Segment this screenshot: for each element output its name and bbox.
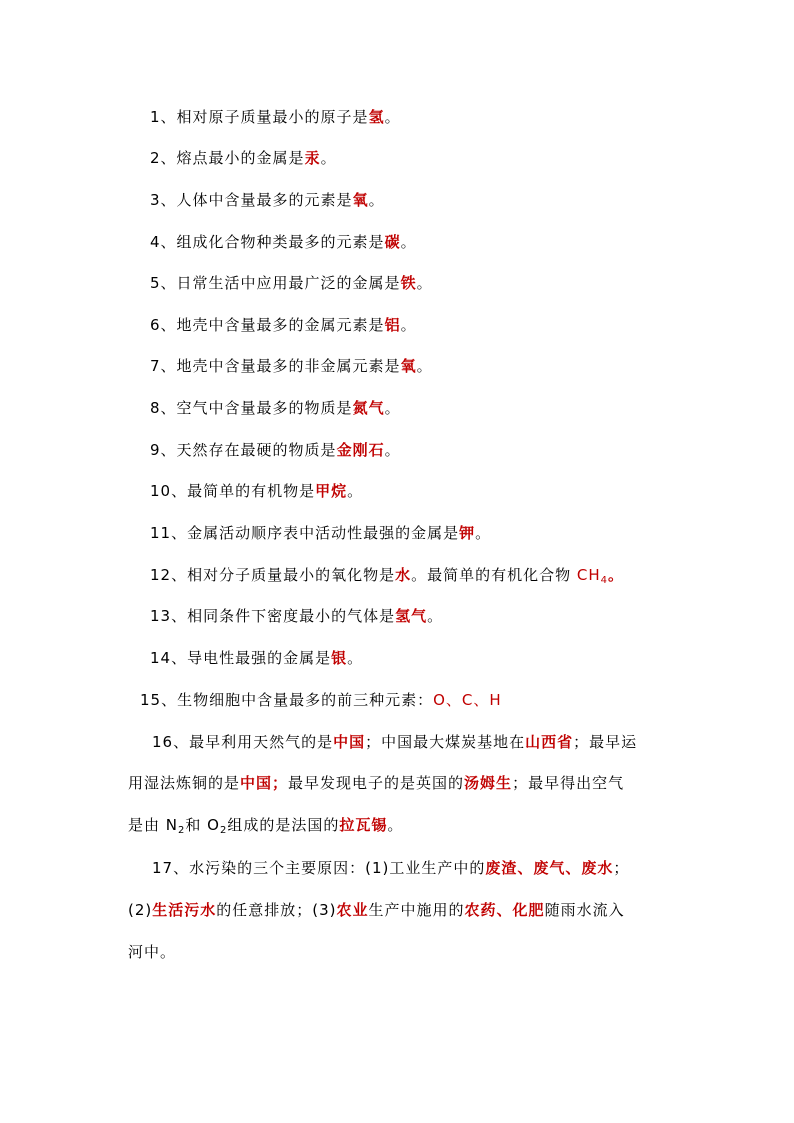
fact-line-8: 8、空气中含量最多的物质是氮气。 [150,399,401,417]
fact-line-9: 9、天然存在最硬的物质是金刚石。 [150,441,401,459]
paragraph-17-line-3: 河中。 [128,943,177,961]
fact-line-6: 6、地壳中含量最多的金属元素是铝。 [150,316,417,334]
fact-line-12: 12、相对分子质量最小的氧化物是水。最简单的有机化合物 $CH_4$。 [150,566,625,586]
paragraph-16-line-2: 用湿法炼铜的是中国；最早发现电子的是英国的汤姆生；最早得出空气 [128,774,625,792]
fact-line-13: 13、相同条件下密度最小的气体是氢气。 [150,607,444,625]
paragraph-16-line-1: 16、最早利用天然气的是中国；中国最大煤炭基地在山西省；最早运 [152,733,638,751]
paragraph-16-line-3: 是由 $N_2$和 $O_2$组成的是法国的拉瓦锡。 [128,816,404,836]
fact-line-2: 2、熔点最小的金属是汞。 [150,149,337,167]
fact-line-15: 15、生物细胞中含量最多的前三种元素：O、C、H [140,691,502,709]
fact-line-11: 11、金属活动顺序表中活动性最强的金属是钾。 [150,524,492,542]
fact-line-7: 7、地壳中含量最多的非金属元素是氧。 [150,357,433,375]
fact-line-14: 14、导电性最强的金属是银。 [150,649,364,667]
paragraph-17-line-2: (2)生活污水的任意排放；(3)农业生产中施用的农药、化肥随雨水流入 [128,901,625,919]
paragraph-17-line-1: 17、水污染的三个主要原因：(1)工业生产中的废渣、废气、废水； [152,859,630,877]
fact-line-10: 10、最简单的有机物是甲烷。 [150,482,364,500]
fact-line-4: 4、组成化合物种类最多的元素是碳。 [150,233,417,251]
fact-line-1: 1、相对原子质量最小的原子是氢。 [150,108,401,126]
fact-line-5: 5、日常生活中应用最广泛的金属是铁。 [150,274,433,292]
fact-line-3: 3、人体中含量最多的元素是氧。 [150,191,385,209]
